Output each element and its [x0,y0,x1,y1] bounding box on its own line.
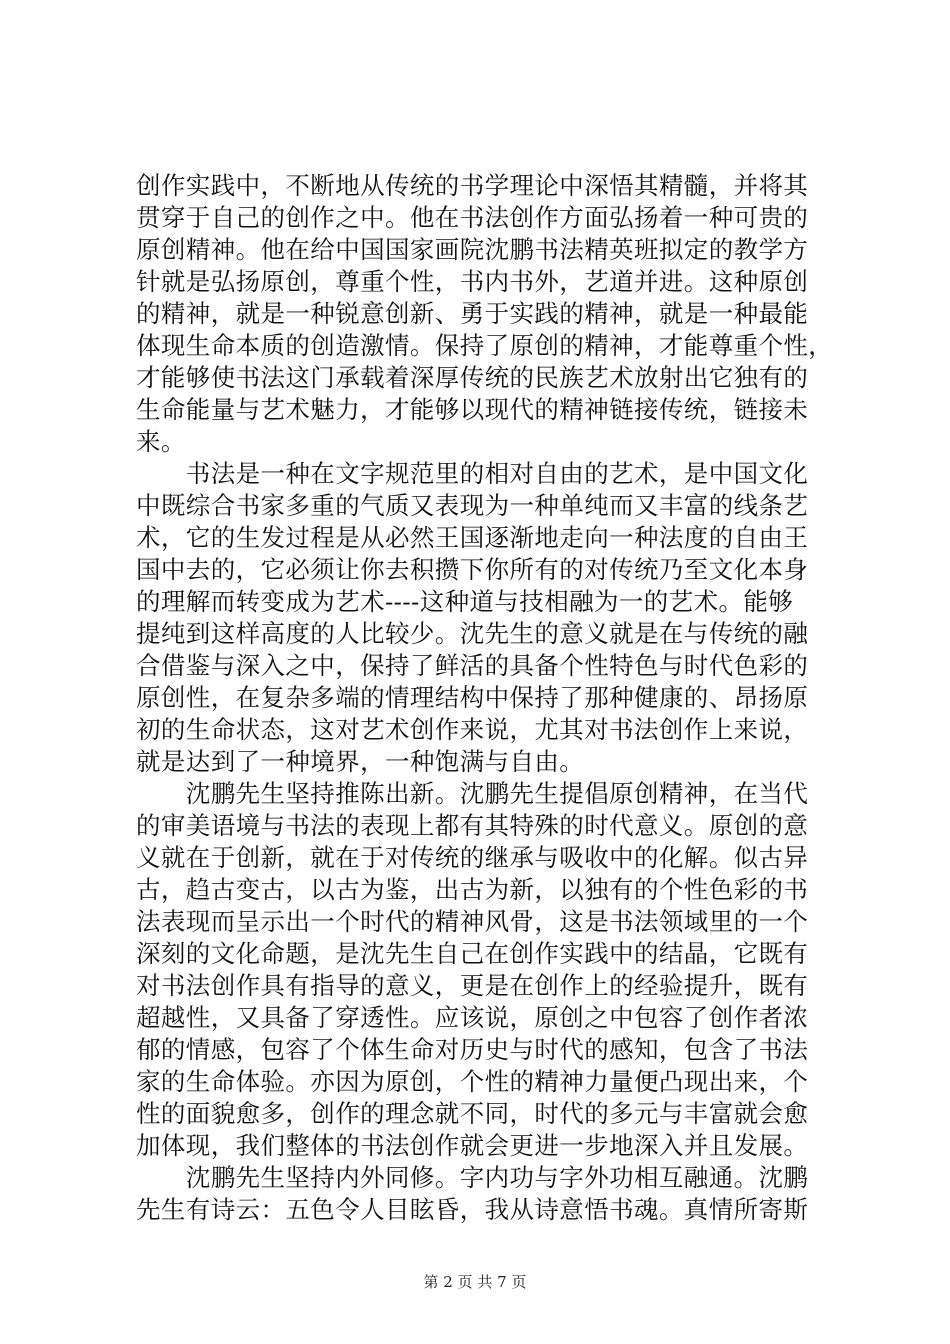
text-line: 加体现，我们整体的书法创作就会更进一步地深入并且发展。 [136,1131,809,1160]
text-line: 初的生命状态，这对艺术创作来说，尤其对书法创作上来说， [136,715,809,744]
text-line: 的审美语境与书法的表现上都有其特殊的时代意义。原创的意 [136,811,809,840]
text-line: 义就在于创新，就在于对传统的继承与吸收中的化解。似古异 [136,843,809,872]
text-line: 郁的情感，包容了个体生命对历史与时代的感知，包含了书法 [136,1035,809,1064]
text-line: 的理解而转变成为艺术----这种道与技相融为一的艺术。能够 [136,587,794,616]
text-line: 原创精神。他在给中国国家画院沈鹏书法精英班拟定的教学方 [136,235,809,264]
text-line: 先生有诗云：五色令人目眩昏，我从诗意悟书魂。真情所寄斯 [136,1195,809,1224]
text-line: 深刻的文化命题，是沈先生自己在创作实践中的结晶，它既有 [136,939,809,968]
text-line: 性的面貌愈多，创作的理念就不同，时代的多元与丰富就会愈 [136,1099,809,1128]
text-line: 就是达到了一种境界，一种饱满与自由。 [136,747,585,776]
text-line: 中既综合书家多重的气质又表现为一种单纯而又丰富的线条艺 [136,491,809,520]
text-line: 贯穿于自己的创作之中。他在书法创作方面弘扬着一种可贵的 [136,203,809,232]
text-line: 提纯到这样高度的人比较少。沈先生的意义就是在与传统的融 [136,619,809,648]
text-line: 沈鹏先生坚持推陈出新。沈鹏先生提倡原创精神，在当代 [136,779,809,808]
text-line: 原创性，在复杂多端的情理结构中保持了那种健康的、昂扬原 [136,683,809,712]
text-line: 生命能量与艺术魅力，才能够以现代的精神链接传统，链接未 [136,395,809,424]
text-line: 古，趋古变古，以古为鉴，出古为新，以独有的个性色彩的书 [136,875,809,904]
page-number: 第 2 页 共 7 页 [423,1273,527,1291]
text-line: 对书法创作具有指导的意义，更是在创作上的经验提升，既有 [136,971,809,1000]
text-line: 体现生命本质的创造激情。保持了原创的精神，才能尊重个性， [136,331,834,360]
text-line: 来。 [136,427,186,456]
text-line: 才能够使书法这门承载着深厚传统的民族艺术放射出它独有的 [136,363,809,392]
text-line: 国中去的，它必须让你去积攒下你所有的对传统乃至文化本身 [136,555,809,584]
text-line: 家的生命体验。亦因为原创，个性的精神力量便凸现出来，个 [136,1067,809,1096]
text-line: 的精神，就是一种锐意创新、勇于实践的精神，就是一种最能 [136,299,809,328]
text-line: 创作实践中，不断地从传统的书学理论中深悟其精髓，并将其 [136,171,809,200]
text-line: 术，它的生发过程是从必然王国逐渐地走向一种法度的自由王 [136,523,809,552]
text-line: 书法是一种在文字规范里的相对自由的艺术，是中国文化 [136,459,809,488]
text-line: 沈鹏先生坚持内外同修。字内功与字外功相互融通。沈鹏 [136,1163,809,1192]
text-line: 针就是弘扬原创，尊重个性，书内书外，艺道并进。这种原创 [136,267,809,296]
text-line: 法表现而呈示出一个时代的精神风骨，这是书法领域里的一个 [136,907,809,936]
text-line: 合借鉴与深入之中，保持了鲜活的具备个性特色与时代色彩的 [136,651,809,680]
body-text [136,170,856,1226]
text-line: 超越性，又具备了穿透性。应该说，原创之中包容了创作者浓 [136,1003,809,1032]
